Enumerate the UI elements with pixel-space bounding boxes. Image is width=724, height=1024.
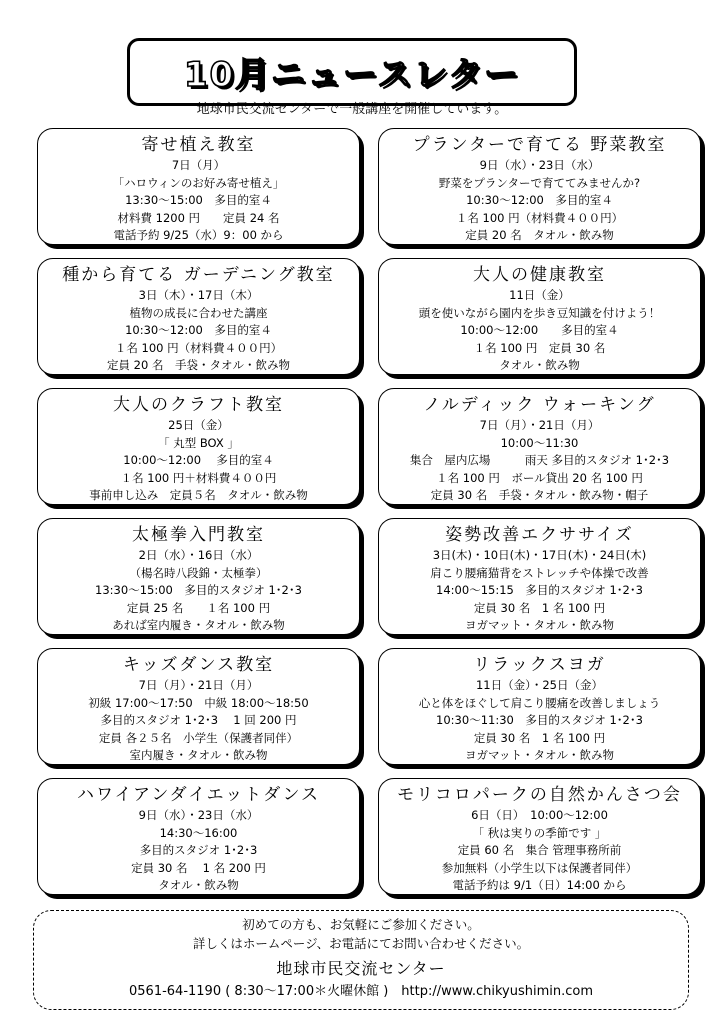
course-detail-line: 野菜をプランターで育ててみませんか? bbox=[438, 175, 641, 190]
course-detail-line: 植物の成長に合わせた講座 bbox=[129, 305, 268, 320]
course-detail-line: 定員 30 名 1 名 200 円 bbox=[131, 860, 266, 875]
course-card bbox=[37, 778, 360, 895]
course-detail-line: １名 100 円（材料費４００円） bbox=[114, 340, 283, 355]
course-title: 種から育てる ガーデニング教室 bbox=[62, 265, 335, 285]
page-title: 10月ニュースレター bbox=[183, 55, 521, 95]
course-detail-line: 頭を使いながら園内を歩き豆知識を付けよう！ bbox=[418, 305, 661, 320]
course-detail-line: 10:00〜12:00 多目的室４ bbox=[123, 453, 274, 467]
course-detail-line: 集合 屋内広場 雨天 多目的スタジオ 1･2･3 bbox=[409, 453, 670, 467]
course-detail-line: 定員 30 名 1 名 100 円 bbox=[473, 600, 606, 615]
course-detail-line: 定員 30 名 手袋・タオル・飲み物・帽子 bbox=[430, 488, 649, 502]
course-card bbox=[378, 778, 701, 895]
course-title: モリコロパークの自然かんさつ会 bbox=[397, 785, 682, 805]
course-title: ノルディック ウォーキング bbox=[423, 395, 656, 415]
course-detail-line: 9日（水）・23日（水） bbox=[138, 808, 259, 822]
course-title: キッズダンス教室 bbox=[122, 655, 275, 675]
course-detail-line: 参加無料（小学生以下は保護者同伴） bbox=[441, 860, 638, 875]
course-card bbox=[378, 648, 701, 765]
course-detail-line: 10:30〜11:30 多目的スタジオ 1･2･3 bbox=[436, 713, 643, 727]
course-detail-line: タオル・飲み物 bbox=[499, 358, 580, 372]
course-detail-line: 10:00〜11:30 bbox=[500, 435, 579, 450]
course-card bbox=[37, 518, 360, 635]
course-detail-line: 「ハロウィンのお好み寄せ植え」 bbox=[112, 175, 285, 190]
course-detail-line: 多目的スタジオ 1･2･3 bbox=[139, 843, 258, 857]
course-detail-line: 室内履き・タオル・飲み物 bbox=[129, 748, 268, 762]
course-detail-line: 7日（月） bbox=[171, 158, 226, 172]
course-title: プランターで育てる 野菜教室 bbox=[412, 135, 667, 155]
course-title: ハワイアンダイエットダンス bbox=[77, 785, 320, 805]
course-detail-line: 電話予約 9/25（水）9：00 から bbox=[113, 228, 284, 242]
course-detail-line: 9日（水）・23日（水） bbox=[479, 158, 600, 172]
course-detail-line: 3日（木）・17日（木） bbox=[138, 288, 259, 302]
course-detail-line: 初級 17:00〜17:50 中級 18:00〜18:50 bbox=[88, 695, 309, 710]
course-title: リラックスヨガ bbox=[473, 655, 606, 675]
course-detail-line: 「 丸型 BOX 」 bbox=[158, 435, 239, 450]
course-detail-line: １名 100 円（材料費４００円） bbox=[455, 210, 624, 225]
course-card bbox=[37, 258, 360, 375]
course-title: 大人のクラフト教室 bbox=[113, 395, 284, 415]
course-title: 姿勢改善エクササイズ bbox=[445, 525, 634, 545]
course-card bbox=[37, 128, 360, 245]
course-detail-line: 3日(木)・10日(木)・17日(木)・24日(木) bbox=[432, 548, 647, 562]
course-detail-line: 定員 各２５名 小学生（保護者同伴） bbox=[98, 730, 299, 745]
course-title: 太極拳入門教室 bbox=[132, 525, 265, 545]
footer-invite: 初めての方も、お気軽にご参加ください。 bbox=[242, 917, 480, 932]
course-detail-line: 10:00〜12:00 多目的室４ bbox=[460, 323, 619, 337]
course-detail-line: 定員 20 名 手袋・タオル・飲み物 bbox=[107, 358, 290, 372]
footer-box bbox=[33, 910, 689, 1010]
course-title: 寄せ植え教室 bbox=[141, 135, 256, 155]
course-detail-line: （楊名時八段錦・太極拳） bbox=[129, 565, 268, 580]
course-card bbox=[37, 388, 360, 505]
course-detail-line: 定員 20 名 タオル・飲み物 bbox=[465, 228, 614, 242]
course-detail-line: 11日（金）・25日（金） bbox=[475, 678, 603, 692]
organization-name: 地球市民交流センター bbox=[276, 959, 446, 978]
course-detail-line: 7日（月）・21日（月） bbox=[138, 678, 259, 692]
course-detail-line: 電話予約は 9/1（日）14:00 から bbox=[452, 878, 627, 892]
course-detail-line: 心と体をほぐして肩こり腰痛を改善しましょう bbox=[418, 695, 661, 710]
course-detail-line: 材料費 1200 円 定員 24 名 bbox=[117, 210, 280, 225]
course-detail-line: 10:30〜12:00 多目的室４ bbox=[125, 323, 272, 337]
course-detail-line: １名 100 円 ボール貸出 20 名 100 円 bbox=[436, 470, 643, 485]
course-detail-line: １名 100 円 定員 30 名 bbox=[473, 340, 606, 355]
course-detail-line: 7日（月）・21日（月） bbox=[479, 418, 600, 432]
course-card bbox=[378, 518, 701, 635]
course-detail-line: 14:00〜15:15 多目的スタジオ 1･2･3 bbox=[436, 583, 643, 597]
course-detail-line: 10:30〜12:00 多目的室４ bbox=[466, 193, 613, 207]
course-detail-line: ヨガマット・タオル・飲み物 bbox=[464, 748, 615, 762]
course-card bbox=[378, 388, 701, 505]
course-detail-line: 11日（金） bbox=[509, 288, 570, 302]
page-subtitle: 地球市民交流センターで一般講座を開催しています。 bbox=[196, 102, 508, 117]
course-detail-line: 肩こり腰痛猫背をストレッチや体操で改善 bbox=[430, 565, 649, 580]
course-detail-line: 6日（日） 10:00〜12:00 bbox=[471, 808, 608, 822]
course-detail-line: 2日（水）・16日（水） bbox=[138, 548, 259, 562]
course-detail-line: 13:30〜15:00 多目的スタジオ 1･2･3 bbox=[95, 583, 302, 597]
course-detail-line: 14:30〜16:00 bbox=[159, 825, 238, 840]
contact-info: 0561-64-1190 ( 8:30〜17:00＊火曜休館 ) http://www.chikyushimin.com bbox=[129, 984, 593, 999]
course-detail-line: 25日（金） bbox=[168, 418, 229, 432]
course-detail-line: 定員 25 名 １名 100 円 bbox=[126, 600, 271, 615]
course-detail-line: 定員 30 名 1 名 100 円 bbox=[473, 730, 606, 745]
footer-details: 詳しくはホームページ、お電話にてお問い合わせください。 bbox=[192, 936, 530, 951]
course-detail-line: １名 100 円＋材料費４００円 bbox=[120, 470, 277, 485]
course-detail-line: ヨガマット・タオル・飲み物 bbox=[464, 618, 615, 632]
course-detail-line: 事前申し込み 定員５名 タオル・飲み物 bbox=[89, 488, 308, 502]
course-card bbox=[378, 258, 701, 375]
course-detail-line: 定員 60 名 集合 管理事務所前 bbox=[457, 843, 622, 857]
newsletter-header bbox=[127, 38, 577, 117]
course-detail-line: タオル・飲み物 bbox=[158, 878, 239, 892]
course-detail-line: 多目的スタジオ 1･2･3 1 回 200 円 bbox=[100, 713, 297, 727]
course-card bbox=[37, 648, 360, 765]
course-detail-line: 13:30〜15:00 多目的室４ bbox=[125, 193, 272, 207]
course-title: 大人の健康教室 bbox=[473, 265, 606, 285]
course-card bbox=[378, 128, 701, 245]
course-detail-line: あれば室内履き・タオル・飲み物 bbox=[112, 618, 285, 632]
course-detail-line: 「 秋は実りの季節です 」 bbox=[472, 825, 607, 840]
